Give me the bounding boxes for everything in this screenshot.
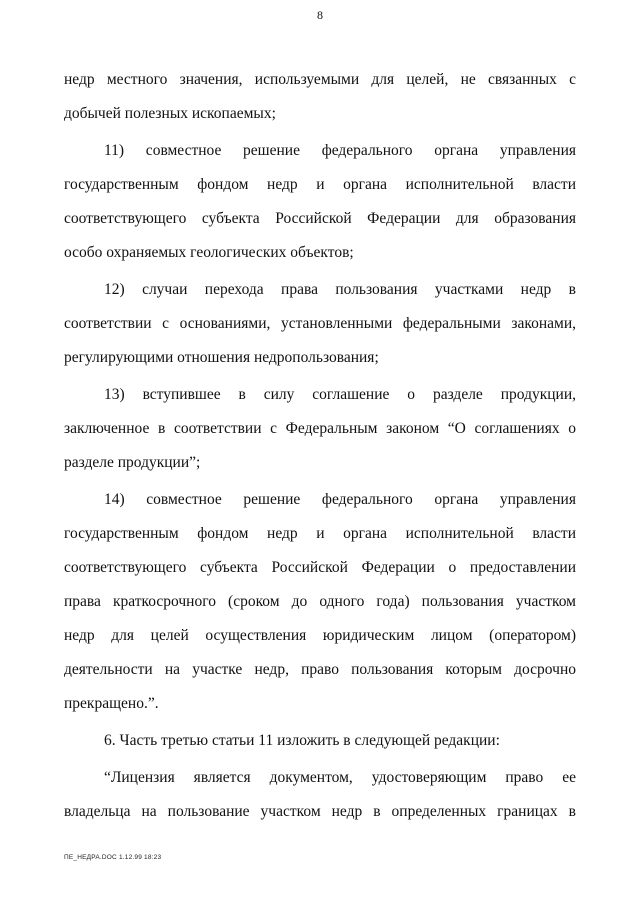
paragraph [64, 63, 576, 131]
text-line: прекращено.”. [64, 695, 159, 712]
paragraph [64, 724, 576, 758]
paragraph [64, 378, 576, 480]
text-line: разделе продукции”; [64, 454, 201, 471]
text-line: 13) вступившее в силу соглашение о разделе продукции, [104, 386, 576, 403]
footer-filename: ПЕ_НЕДРА.DOC 1.12.99 18:23 [64, 854, 162, 861]
text-line: недр местного значения, используемыми для целей, не связанных с [64, 71, 576, 88]
text-line: добычей полезных ископаемых; [64, 105, 276, 122]
text-line: соответствующего субъекта Российской Федерации о предоставлении [64, 559, 576, 576]
paragraph [64, 483, 576, 721]
text-line: государственным фондом недр и органа исполнительной власти [64, 176, 576, 193]
text-line: особо охраняемых геологических объектов; [64, 244, 354, 261]
text-line: деятельности на участке недр, право пользования которым досрочно [64, 661, 576, 678]
paragraph [64, 761, 576, 829]
document-body [64, 63, 576, 829]
page-number: 8 [317, 8, 323, 22]
text-line: государственным фондом недр и органа исполнительной власти [64, 525, 576, 542]
text-line: регулирующими отношения недропользования; [64, 349, 379, 366]
text-line: владельца на пользование участком недр в определенных границах в [64, 803, 576, 820]
paragraph [64, 273, 576, 375]
text-line: соответствующего субъекта Российской Федерации для образования [64, 210, 576, 227]
paragraph [64, 134, 576, 270]
text-line: недр для целей осуществления юридическим лицом (оператором) [64, 627, 576, 644]
text-line: 11) совместное решение федерального органа управления [104, 142, 576, 159]
text-line: соответствии с основаниями, установленными федеральными законами, [64, 315, 576, 332]
text-line: 6. Часть третью статьи 11 изложить в следующей редакции: [104, 732, 500, 749]
text-line: заключенное в соответствии с Федеральным законом “О соглашениях о [64, 420, 576, 437]
text-line: 12) случаи перехода права пользования участками недр в [104, 281, 576, 298]
text-line: 14) совместное решение федерального органа управления [104, 491, 576, 508]
text-line: “Лицензия является документом, удостоверяющим право ее [104, 769, 576, 786]
text-line: права краткосрочного (сроком до одного года) пользования участком [64, 593, 576, 610]
